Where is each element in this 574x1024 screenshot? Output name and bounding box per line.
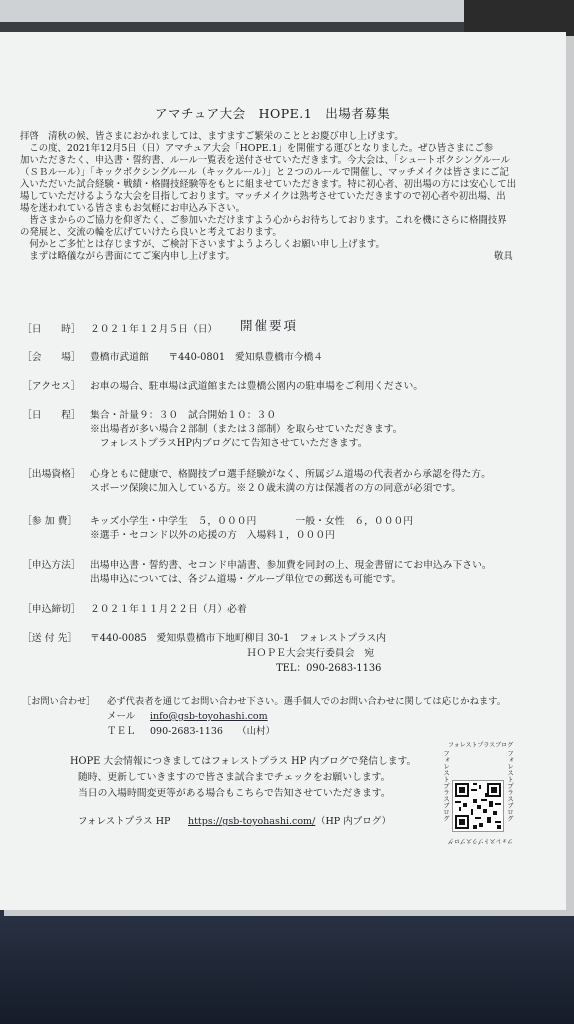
label-venue: ［会 場］ xyxy=(22,352,81,363)
contact-mail-label: メール xyxy=(107,711,136,722)
footer-label: フォレストプラス HP xyxy=(78,816,171,827)
label-eligibility: ［出場資格］ xyxy=(22,469,81,480)
value-schedule: 集合・計量９：３０ 試合開始１０：３０ xyxy=(90,410,277,421)
value-application: 出場申込書・誓約書、セコンド申請書、参加費を同封の上、現金書留にてお申込み下さい。 xyxy=(90,560,492,571)
value-address: 〒440-0085 愛知県豊橋市下地町柳目 30-1 フォレストプラス内 xyxy=(90,633,387,644)
contact-mail-link[interactable]: info@gsb-toyohashi.com xyxy=(150,711,268,722)
value-schedule-note: ※出場者が多い場合２部制（または３部制）を取らせていただきます。 xyxy=(90,424,403,435)
contact-tel: 090-2683-1136 （山村） xyxy=(150,726,276,737)
qr-code-image[interactable] xyxy=(452,780,504,832)
greeting-line: 場を迷われている皆さまもお気軽にお申込み下さい。 xyxy=(20,203,246,214)
contact-tel-label: ＴＥＬ xyxy=(107,726,136,737)
value-schedule-note: フォレストプラスHP内ブログにて告知させていただきます。 xyxy=(90,438,368,449)
greeting-line: 皆さまからのご協力を仰ぎたく、ご参加いただけますよう心からお待ちしております。これを機にさらに格闘技界 xyxy=(20,215,507,226)
info-line: 随時、更新していきますので皆さま試合までチェックをお願いします。 xyxy=(78,772,391,783)
greeting-line: 加いただきたく、申込書・誓約書、ルール一覧表を送付させていただきます。今大会は、「シュートボクシングルール xyxy=(20,155,510,166)
value-deadline: ２０２１年１１月２２日（月）必着 xyxy=(90,604,247,615)
footer-url-link[interactable]: https://gsb-toyohashi.com/ xyxy=(188,816,316,827)
value-eligibility: スポーツ保険に加入している方。※２０歳未満の方は保護者の方の同意が必須です。 xyxy=(90,483,462,494)
label-access: ［アクセス］ xyxy=(22,381,81,392)
label-fee: ［参 加 費］ xyxy=(22,516,78,527)
greeting-line: 拝啓 清秋の候、皆さまにおかれましては、ますますご繁栄のこととお慶び申し上げます。 xyxy=(20,131,404,142)
plastic-sleeve-edge xyxy=(0,0,490,22)
value-fee-note: ※選手・セコンド以外の応援の方 入場料１，０００円 xyxy=(90,530,335,541)
background-bottom xyxy=(0,905,574,1024)
label-application: ［申込方法］ xyxy=(22,560,81,571)
greeting-line: （ＳＢルール）」「キックボクシングルール（キックルール）」と２つのルールで開催し、マッチメイクは皆さまにご記 xyxy=(20,167,509,178)
info-line: 当日の入場時間変更等がある場合もこちらで告知させていただきます。 xyxy=(78,788,391,799)
contact-note: 必ず代表者を通じてお問い合わせ下さい。選手個人でのお問い合わせに関しては応じかねます。 xyxy=(107,696,507,707)
section-title: 開催要項 xyxy=(240,318,299,333)
value-address-tel: TEL：090-2683-1136 xyxy=(90,663,382,674)
greeting-line: この度、2021年12月5日（日）アマチュア大会「HOPE.1」を開催する運びとなりました。ぜひ皆さまにご参 xyxy=(20,143,494,154)
value-access: お車の場合、駐車場は武道館または豊橋公園内の駐車場をご利用ください。 xyxy=(90,381,424,392)
label-address: ［送 付 先］ xyxy=(22,633,78,644)
document-title: アマチュア大会 HOPE.1 出場者募集 xyxy=(155,106,391,121)
greeting-line: 場していただけるような大会を目指しております。マッチメイクは熟考させていただきますので初心者や初出場、出 xyxy=(20,191,506,202)
closing-word: 敬具 xyxy=(494,251,513,262)
value-application: 出場申込については、各ジム道場・グループ単位での郵送も可能です。 xyxy=(90,574,402,585)
value-eligibility: 心身ともに健康で、格闘技プロ選手経験がなく、所属ジム道場の代表者から承認を得た方。 xyxy=(90,469,491,480)
label-schedule: ［日 程］ xyxy=(22,410,81,421)
greeting-line: まずは略儀ながら書面にてご案内申し上げます。 xyxy=(20,251,235,262)
greeting-line: 何かとご多忙とは存じますが、ご検討下さいますようよろしくお願い申し上げます。 xyxy=(20,239,385,250)
label-deadline: ［申込締切］ xyxy=(22,604,81,615)
greeting-line: の発展と、交流の輪を広げていけたら良いと考えております。 xyxy=(20,227,282,238)
info-line: HOPE 大会情報につきましてはフォレストプラス HP 内ブログで発信します。 xyxy=(70,756,417,767)
flyer-document xyxy=(0,32,566,910)
label-date: ［日 時］ xyxy=(22,324,81,335)
label-contact: ［お問い合わせ］ xyxy=(22,696,96,707)
qr-side-caption-right: フォレストプラスブログ xyxy=(506,750,514,822)
value-venue: 豊橋市武道館 〒440-0801 愛知県豊橋市今橋４ xyxy=(90,352,324,363)
value-address-recipient: ＨＯＰＥ大会実行委員会 宛 xyxy=(90,648,375,659)
footer-note: （HP 内ブログ） xyxy=(316,816,391,827)
qr-caption: フォレストプラスブログ xyxy=(448,742,514,749)
greeting-line: 入いただいた試合経験・戦績・格闘技経験等をもとに組ませていただきます。特に初心者、初出場の方には安心して出 xyxy=(20,179,517,190)
value-date: ２０２１年１２月５日（日） xyxy=(90,324,218,335)
value-fee: キッズ小学生・中学生 ５，０００円 一般・女性 ６，０００円 xyxy=(90,516,414,527)
qr-caption-bottom: フォレストプラスブログ xyxy=(448,837,514,844)
qr-side-caption-left: フォレストプラスブログ xyxy=(442,750,450,822)
